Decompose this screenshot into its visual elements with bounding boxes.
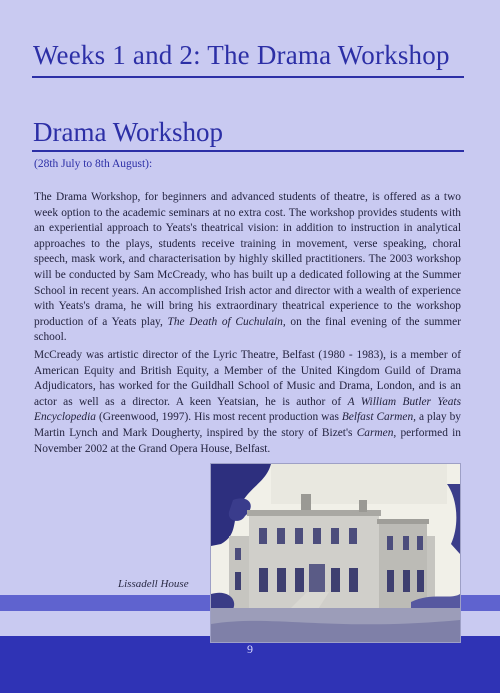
play-title: The Death of Cuchulain,	[167, 315, 286, 328]
photo-caption: Lissadell House	[118, 578, 189, 590]
intro-text-end: on the final evening of the summer school.	[34, 315, 461, 344]
biography-paragraph	[34, 348, 461, 457]
opera-title: Carmen,	[356, 426, 397, 439]
bio-text: McCready was artistic director of the Lyric Theatre, Belfast (1980 - 1983), is a member of American Equity and British Equity, a Member of the United Kingdom Guild of Drama Adjudicators, has worked for the Guildhall School of Music and Drama, London, and is an actor as well as a director. A keen Yeatsian, he is author of	[34, 349, 461, 408]
page-heading: Weeks 1 and 2: The Drama Workshop	[33, 40, 450, 70]
lissadell-house-photo	[210, 463, 461, 643]
intro-text: The Drama Workshop, for beginners and advanced students of theatre, is offered as a two week option to the academic seminars at no extra cost. The workshop provides students with an experiential approach to Yeats's theatrical vision: in addition to instruction in analytical approaches to the plays, students receive training in movement, verse speaking, choral speech, mask work, and characterisation by highly skilled practitioners. The 2003 workshop will be conducted by Sam McCready, who has built up a dedicated following at the Summer School in recent years. An accomplished Irish actor and director with a wealth of experience with Yeats's drama, he will bring his extraordinary theatrical experience to the workshop production of a Yeats play,	[34, 191, 461, 328]
page-number: 9	[247, 642, 253, 656]
workshop-dates: (28th July to 8th August):	[34, 158, 153, 170]
bio-text-3: a play by Martin Lynch and Mark Dougherty, inspired by the story of Bizet's	[34, 411, 461, 439]
book-title: A William Butler Yeats Encyclopedia	[34, 395, 462, 424]
section-rule	[32, 150, 464, 152]
section-title: Drama Workshop	[33, 117, 224, 147]
heading-rule	[32, 76, 464, 78]
bio-text-end: performed in November 2002 at the Grand Opera House, Belfast.	[34, 426, 461, 455]
production-title: Belfast Carmen,	[341, 411, 417, 424]
intro-paragraph	[34, 190, 461, 346]
bio-text-2: (Greenwood, 1997). His most recent production was	[96, 411, 342, 424]
house-illustration	[211, 464, 460, 642]
